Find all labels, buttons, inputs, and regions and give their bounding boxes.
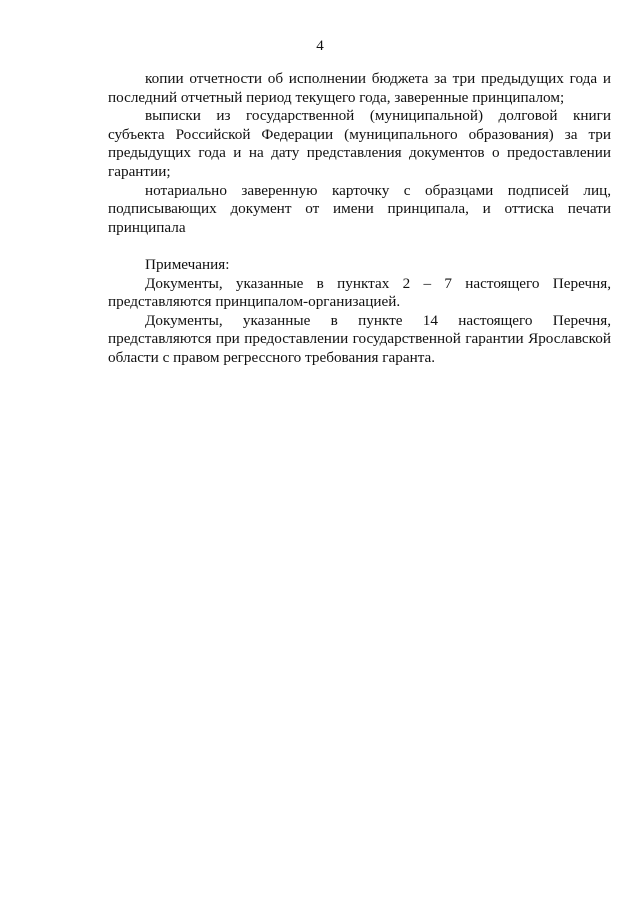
spacer xyxy=(108,237,611,256)
note-item-2: Документы, указанные в пункте 14 настоящего Перечня, представляются при предоставлении государственной гарантии Ярославской области с правом регрессного требования гаранта. xyxy=(108,311,611,366)
note-item-1: Документы, указанные в пунктах 2 – 7 настоящего Перечня, представляются принципалом-организацией. xyxy=(108,274,611,311)
paragraph-signature-card: нотариально заверенную карточку с образцами подписей лиц, подписывающих документ от имени принципала, и оттиска печати принципала xyxy=(108,181,611,236)
page-number: 4 xyxy=(316,38,324,54)
notes-heading: Примечания: xyxy=(145,255,230,273)
paragraph-debt-book-extracts: выписки из государственной (муниципальной) долговой книги субъекта Российской Федерации (муниципального образования) за три предыдущих года и на дату представления документов о предоставлении гарантии; xyxy=(108,107,611,180)
paragraph-budget-reports: копии отчетности об исполнении бюджета за три предыдущих года и последний отчетный период текущего года, заверенные принципалом; xyxy=(108,70,611,106)
document-body xyxy=(108,70,611,368)
